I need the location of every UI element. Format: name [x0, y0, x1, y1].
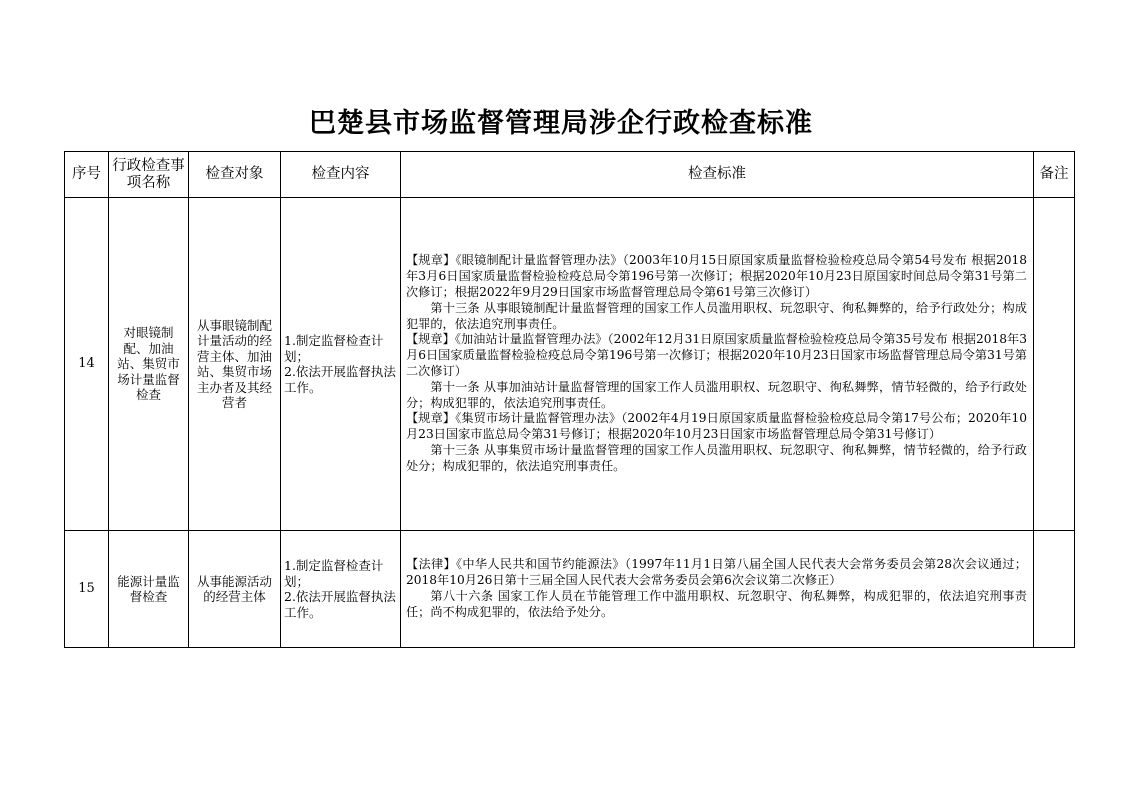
standard-article: 第十一条 从事加油站计量监督管理的国家工作人员滥用职权、玩忽职守、徇私舞弊，情节轻微的，给予行政处分；构成犯罪的，依法追究刑事责任。: [406, 379, 1027, 410]
table-row: [65, 198, 1075, 531]
standard-regulation: 【规章】《集贸市场计量监督管理办法》（2002年4月19日原国家质量监督检验检疫总局令第17号公布；2020年10月23日国家市监总局令第31号修订；根据2020年10月23日国家市场监督管理总局令第31号修订）: [406, 411, 1027, 442]
row-content: [281, 198, 401, 531]
standard-regulation: 【规章】《眼镜制配计量监督管理办法》（2003年10月15日原国家质量监督检验检疫总局令第54号发布 根据2018年3月6日国家质量监督检验检疫总局令第196号第一次修订；根据2020年10月23日原国家时间总局令第31号第二次修订；根据2022年9月29日国家市场监督管理总局令第61号第三次修订）: [406, 253, 1027, 300]
row-standard: [401, 531, 1034, 648]
page-title: 巴楚县市场监督管理局涉企行政检查标准: [309, 108, 813, 139]
row-item-name: 能源计量监督检查: [109, 531, 189, 648]
row-target: 从事能源活动的经营主体: [189, 531, 281, 648]
row-remark: [1034, 531, 1075, 648]
standard-article: 第十三条 从事眼镜制配计量监督管理的国家工作人员滥用职权、玩忽职守、徇私舞弊的，给予行政处分；构成犯罪的，依法追究刑事责任。: [406, 300, 1027, 331]
content-line: 2.依法开展监督执法工作。: [284, 589, 396, 620]
standard-regulation: 【法律】《中华人民共和国节约能源法》（1997年11月1日第八届全国人民代表大会常务委员会第28次会议通过；2018年10月26日第十三届全国人民代表大会常务委员会第6次会议第二次修正）: [406, 557, 1027, 588]
content-line: 1.制定监督检查计划；: [284, 558, 384, 589]
standard-regulation: 【规章】《加油站计量监督管理办法》（2002年12月31日原国家质量监督检验检疫总局令第35号发布 根据2018年3月6日国家质量监督检验检疫总局令第196号第一次修订；根据2020年10月23日国家市场监督管理总局令第31号第二次修订）: [406, 332, 1027, 378]
row-seq: 15: [65, 531, 109, 648]
inspection-standards-table: [64, 151, 1075, 648]
row-content: [281, 531, 401, 648]
standard-article: 第八十六条 国家工作人员在节能管理工作中滥用职权、玩忽职守、徇私舞弊，构成犯罪的，依法追究刑事责任；尚不构成犯罪的，依法给予处分。: [406, 589, 1027, 619]
header-remark: 备注: [1034, 152, 1075, 198]
header-content: 检查内容: [281, 152, 401, 198]
table-row: [65, 531, 1075, 648]
row-seq: 14: [65, 198, 109, 531]
row-remark: [1034, 198, 1075, 531]
content-line: 1.制定监督检查计划；: [284, 333, 384, 364]
header-item: 行政检查事项名称: [109, 152, 189, 198]
row-item-name: 对眼镜制配、加油站、集贸市场计量监督检查: [109, 198, 189, 531]
header-target: 检查对象: [189, 152, 281, 198]
standard-article: 第十三条 从事集贸市场计量监督管理的国家工作人员滥用职权、玩忽职守、徇私舞弊，情节轻微的，给予行政处分；构成犯罪的，依法追究刑事责任。: [406, 442, 1027, 473]
header-standard: 检查标准: [401, 152, 1034, 198]
row-target: 从事眼镜制配计量活动的经营主体、加油站、集贸市场主办者及其经营者: [189, 198, 281, 531]
content-line: 2.依法开展监督执法工作。: [284, 364, 396, 395]
header-seq: 序号: [65, 152, 109, 198]
row-standard: [401, 198, 1034, 531]
header-row: [65, 152, 1075, 198]
